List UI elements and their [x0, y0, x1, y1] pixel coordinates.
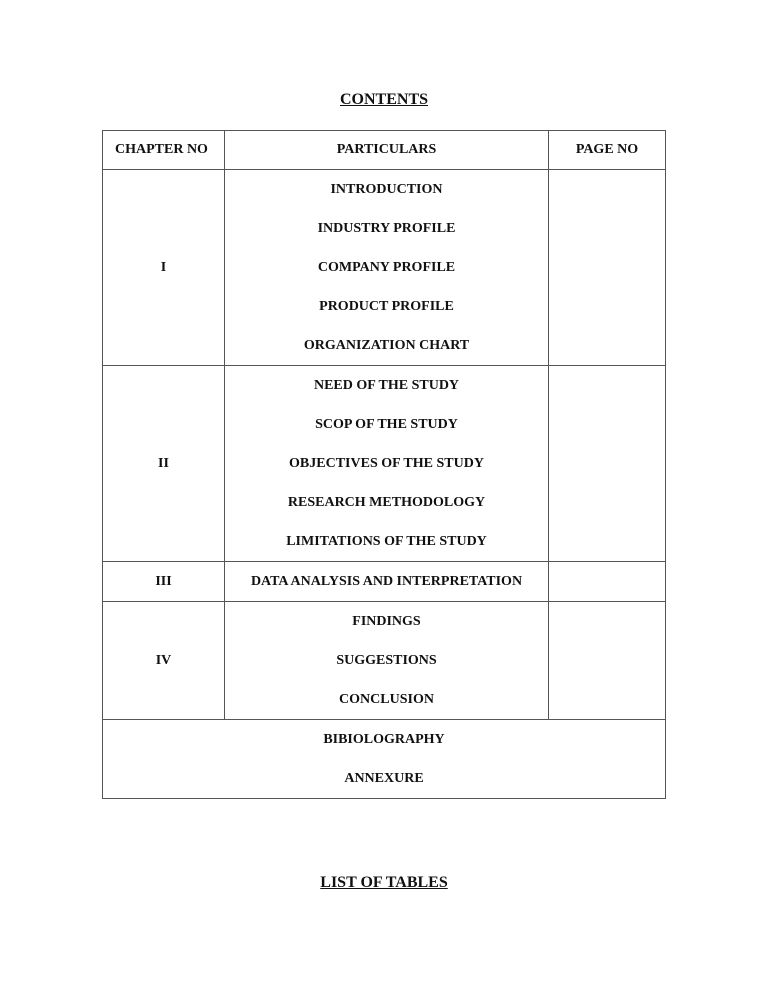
page-no-cell [549, 562, 666, 602]
list-of-tables-heading: LIST OF TABLES [320, 874, 448, 891]
table-row [103, 562, 666, 602]
list-item: PRODUCT PROFILE [319, 299, 454, 314]
footer-cell [103, 720, 666, 799]
list-item: INDUSTRY PROFILE [317, 221, 456, 236]
chapter-number: I [103, 170, 225, 366]
chapter-number: III [103, 562, 225, 602]
table-header-row [103, 131, 666, 170]
particulars-cell [225, 366, 549, 562]
page-no-cell [549, 366, 666, 562]
list-item: ANNEXURE [344, 771, 424, 786]
list-item: OBJECTIVES OF THE STUDY [289, 456, 484, 471]
list-item: LIMITATIONS OF THE STUDY [286, 534, 487, 549]
particulars-cell [225, 562, 549, 602]
particulars-cell [225, 170, 549, 366]
chapter-no-header: CHAPTER NO [103, 131, 225, 170]
list-item: SUGGESTIONS [336, 653, 437, 668]
table-footer-row [103, 720, 666, 799]
table-row [103, 366, 666, 562]
particulars-header: PARTICULARS [225, 131, 549, 170]
page-no-cell [549, 170, 666, 366]
page-no-header: PAGE NO [549, 131, 666, 170]
contents-table [102, 130, 666, 799]
list-item: COMPANY PROFILE [317, 260, 456, 275]
chapter-number: IV [103, 602, 225, 720]
chapter-number: II [103, 366, 225, 562]
particulars-cell [225, 602, 549, 720]
list-item: INTRODUCTION [330, 182, 443, 197]
page-title: CONTENTS [339, 91, 429, 108]
list-item: SCOP OF THE STUDY [315, 417, 458, 432]
page-no-cell [549, 602, 666, 720]
table-row [103, 602, 666, 720]
list-item: CONCLUSION [339, 692, 434, 707]
list-item: NEED OF THE STUDY [313, 378, 460, 393]
list-item: FINDINGS [352, 614, 421, 629]
table-row [103, 170, 666, 366]
list-item: ORGANIZATION CHART [303, 338, 470, 353]
list-item: DATA ANALYSIS AND INTERPRETATION [250, 574, 523, 589]
list-item: RESEARCH METHODOLOGY [287, 495, 486, 510]
list-item: BIBIOLOGRAPHY [323, 732, 445, 747]
